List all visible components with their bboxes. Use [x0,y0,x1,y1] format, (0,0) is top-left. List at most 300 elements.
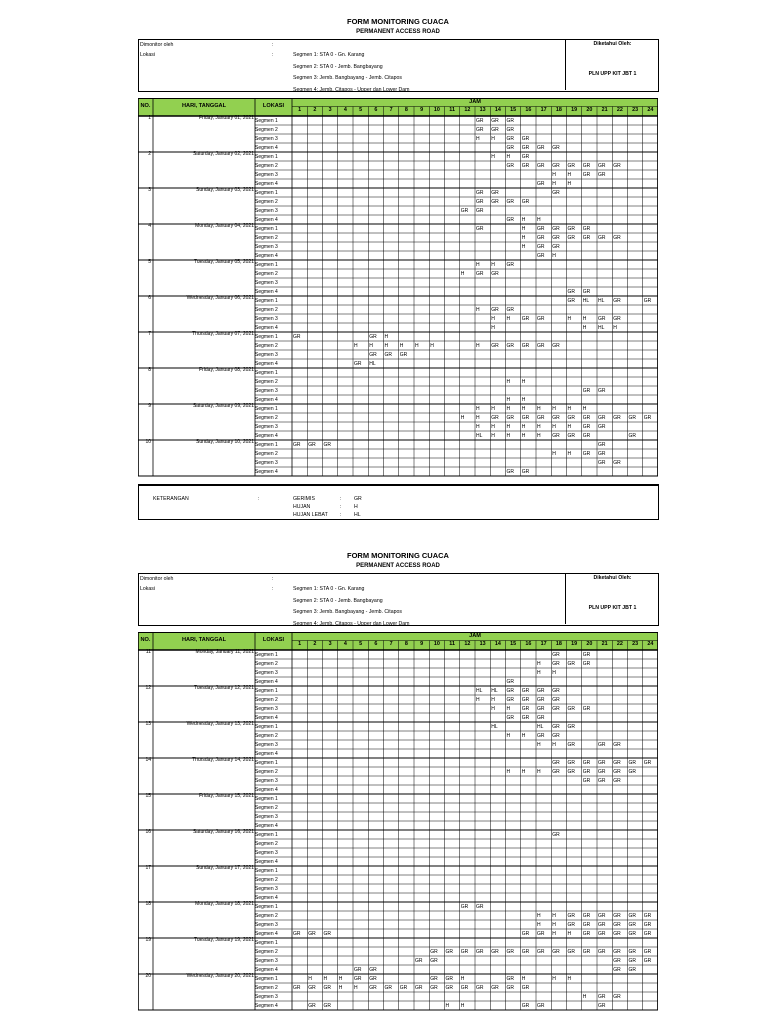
weather-code: GR [354,966,362,973]
weather-code: H [567,315,572,322]
weather-code: GR [445,948,453,955]
weather-code: GR [506,984,514,991]
weather-code: H [506,432,511,439]
weather-code: GR [628,432,636,439]
weather-code: GR [582,225,591,232]
segment-label: Segmen 4 [255,144,278,151]
weather-code: GR [476,903,484,910]
weather-code: GR [567,759,575,766]
weather-code: GR [521,135,530,142]
weather-code: GR [613,921,621,928]
column-header-day-date: HARI, TANGGAL [181,103,227,109]
colon: : [340,496,342,502]
weather-code: GR [293,984,301,991]
segment-label: Segmen 4 [255,714,278,721]
day-date: Monday, January 11, 2021 [195,649,254,655]
weather-code: GR [491,189,499,196]
hour-header: 7 [389,641,393,647]
location-label: Lokasi [140,52,155,58]
weather-code: H [506,405,511,412]
weather-code: H [521,234,526,241]
weather-code: GR [582,705,591,712]
hour-header: 11 [449,641,455,647]
weather-code: GR [552,342,560,349]
day-number: 12 [145,685,151,691]
segment-label: Segmen 1 [255,117,278,124]
segment-label: Segmen 4 [255,180,278,187]
segment-label: Segmen 1 [255,687,278,694]
segment-label: Segmen 4 [255,678,278,685]
approval-box [565,574,659,624]
segment-description: Segmen 4: Jemb. Citapos - Upper dan Lower Dam [293,86,410,93]
weather-code: GR [476,198,484,205]
weather-code: H [567,180,572,187]
column-header-location: LOKASI [262,103,285,109]
day-date: Saturday, January 02, 2021 [192,151,254,157]
weather-code: GR [521,705,530,712]
weather-code: GR [506,126,514,133]
weather-code: GR [521,342,530,349]
weather-code: GR [582,759,591,766]
weather-code: H [399,342,404,349]
day-number: 16 [145,829,151,835]
segment-label: Segmen 1 [255,759,278,766]
hour-header: 9 [420,641,424,647]
weather-code: GR [628,948,636,955]
column-header-location: LOKASI [262,637,285,643]
weather-code: GR [369,351,377,358]
hour-header: 19 [571,107,578,113]
weather-code: H [552,930,556,937]
form-title: FORM MONITORING CUACA [347,17,449,26]
weather-code: H [537,669,541,676]
day-date: Sunday, January 17, 2021 [195,865,254,871]
weather-code: GR [521,984,530,991]
weather-code: GR [552,660,560,667]
weather-code: GR [643,948,652,955]
weather-code: H [308,975,312,982]
segment-label: Segmen 3 [255,669,278,676]
weather-code: GR [506,144,514,151]
segment-description: Segmen 3: Jemb. Bangbayang - Jemb. Citapos [293,609,402,615]
form-subtitle: PERMANENT ACCESS ROAD [356,563,440,569]
hour-header: 3 [328,107,332,113]
weather-code: GR [613,162,621,169]
day-date: Tuesday, January 12, 2021 [193,685,254,691]
weather-code: GR [430,984,438,991]
weather-code: GR [598,777,606,784]
hour-header: 16 [525,641,532,647]
day-date: Thursday, January 14, 2021 [192,757,254,763]
weather-code: GR [582,912,591,919]
weather-code: H [552,921,556,928]
weather-code: GR [537,225,545,232]
weather-code: GR [323,1002,331,1009]
weather-code: H [582,993,587,1000]
segment-label: Segmen 3 [255,351,278,358]
weather-code: GR [567,234,575,241]
day-date: Sunday, January 03, 2021 [195,187,254,193]
weather-code: GR [369,966,377,973]
weather-code: GR [476,126,484,133]
segment-label: Segmen 3 [255,741,278,748]
weather-code: GR [537,342,545,349]
segment-label: Segmen 1 [255,405,278,412]
weather-code: GR [552,732,560,739]
weather-code: GR [506,306,514,313]
day-number: 20 [145,973,151,979]
weather-code: GR [521,687,530,694]
segment-label: Segmen 2 [255,768,278,775]
segment-label: Segmen 2 [255,948,278,955]
weather-code: H [445,1002,450,1009]
weather-code: H [521,405,526,412]
weather-code: GR [506,216,514,223]
weather-code: H [521,216,526,223]
weather-table [138,98,658,484]
weather-code: GR [415,984,423,991]
segment-label: Segmen 3 [255,849,278,856]
weather-code: GR [354,975,362,982]
weather-code: GR [537,714,545,721]
weather-code: H [384,333,389,340]
weather-code: GR [537,930,545,937]
weather-code: GR [552,234,560,241]
weather-code: GR [598,441,606,448]
weather-code: H [537,912,541,919]
weather-code: H [552,741,556,748]
weather-code: GR [582,234,591,241]
weather-code: H [491,405,495,412]
segment-label: Segmen 4 [255,894,278,901]
hour-header: 22 [616,641,623,647]
hour-header: 19 [571,641,578,647]
hour-header: 20 [586,641,593,647]
weather-code: GR [567,741,575,748]
segment-label: Segmen 1 [255,261,278,268]
weather-code: GR [491,306,499,313]
weather-code: H [582,405,587,412]
weather-code: GR [598,1002,606,1009]
hour-header: 1 [298,107,302,113]
hour-header: 17 [540,641,547,647]
location-label: Lokasi [140,586,155,592]
segment-description: Segmen 4: Jemb. Citapos - Upper dan Lower Dam [293,620,410,627]
weather-code: GR [552,768,560,775]
form-title: FORM MONITORING CUACA [347,551,449,560]
hour-header: 3 [328,641,332,647]
weather-code: GR [399,351,408,358]
segment-description: Segmen 3: Jemb. Bangbayang - Jemb. Citapos [293,75,402,81]
segment-label: Segmen 3 [255,171,278,178]
weather-code: H [506,153,511,160]
segment-description: Segmen 2: STA 0 - Jemb. Bangbayang [293,597,383,604]
weather-code: GR [552,162,560,169]
weather-code: GR [613,930,621,937]
weather-code: GR [567,660,575,667]
weather-code: H [491,696,495,703]
weather-code: GR [506,714,514,721]
segment-label: Segmen 2 [255,270,278,277]
weather-code: GR [384,351,392,358]
day-date: Tuesday, January 19, 2021 [193,937,254,943]
weather-code: GR [643,930,652,937]
hour-header: 5 [359,107,363,113]
weather-code: GR [506,687,514,694]
legend-item-name: GERIMIS [293,496,315,502]
weather-code: GR [506,948,514,955]
weather-code: GR [506,678,514,685]
weather-code: H [369,342,373,349]
weather-code: GR [598,459,606,466]
colon: : [258,496,260,502]
weather-code: H [567,405,572,412]
weather-code: H [521,432,526,439]
segment-label: Segmen 4 [255,966,278,973]
weather-code: H [567,171,572,178]
segment-label: Segmen 3 [255,885,278,892]
segment-label: Segmen 2 [255,840,278,847]
weather-code: GR [613,297,621,304]
segment-label: Segmen 1 [255,189,278,196]
segment-label: Segmen 2 [255,234,278,241]
weather-code: H [476,261,480,268]
legend-item-code: H [354,504,358,510]
weather-code: H [552,450,556,457]
weather-code: GR [293,333,301,340]
weather-code: GR [506,468,514,475]
weather-code: H [567,975,572,982]
weather-code: H [567,423,572,430]
weather-code: GR [628,930,636,937]
column-header-no: NO. [140,103,151,109]
weather-code: H [537,423,541,430]
hour-header: 18 [555,107,562,113]
hour-header: 24 [647,641,654,647]
weather-code: GR [567,225,575,232]
weather-code: HL [537,723,544,730]
day-number: 19 [145,937,151,943]
weather-code: GR [506,414,514,421]
day-date: Friday, January 08, 2021 [199,367,254,373]
segment-label: Segmen 2 [255,162,278,169]
form-header-box [138,39,659,92]
segment-label: Segmen 1 [255,153,278,160]
weather-code: H [537,660,541,667]
segment-description: Segmen 1: STA 0 - Gn. Karang [293,52,365,58]
hour-header: 9 [420,107,424,113]
segment-label: Segmen 2 [255,660,278,667]
hour-header: 20 [586,107,593,113]
weather-code: GR [491,270,499,277]
hour-header: 21 [601,641,608,647]
segment-label: Segmen 1 [255,723,278,730]
weather-code: GR [613,777,621,784]
approver-name: PLN UPP KIT JBT 1 [588,605,637,611]
weather-code: GR [430,948,438,955]
hour-header: 14 [494,641,501,647]
segment-label: Segmen 1 [255,939,278,946]
weather-code: GR [506,975,514,982]
form-subtitle: PERMANENT ACCESS ROAD [356,29,440,35]
weather-code: HL [476,432,483,439]
weather-code: GR [506,261,514,268]
weather-code: H [537,405,541,412]
weather-code: H [476,423,480,430]
segment-label: Segmen 3 [255,993,278,1000]
weather-code: GR [613,741,621,748]
weather-code: H [567,450,572,457]
legend-label: KETERANGAN [153,496,189,502]
weather-code: GR [476,189,484,196]
weather-code: H [521,768,526,775]
weather-code: GR [567,288,575,295]
weather-code: H [506,396,511,403]
weather-code: GR [506,696,514,703]
weather-code: GR [613,234,621,241]
weather-code: H [537,921,541,928]
segment-label: Segmen 3 [255,207,278,214]
weather-code: GR [445,984,453,991]
weather-code: GR [537,1002,545,1009]
weather-code: H [552,171,556,178]
form-header-box [138,573,659,626]
day-date: Saturday, January 16, 2021 [192,829,254,835]
segment-label: Segmen 4 [255,468,278,475]
segment-label: Segmen 1 [255,333,278,340]
weather-code: GR [628,912,636,919]
weather-code: GR [552,144,560,151]
segment-label: Segmen 3 [255,387,278,394]
hour-header: 12 [464,641,471,647]
weather-code: GR [460,984,469,991]
day-number: 11 [145,649,151,655]
weather-code: GR [537,252,545,259]
weather-code: GR [506,162,514,169]
weather-code: GR [582,423,591,430]
weather-code: GR [460,207,469,214]
weather-code: GR [567,705,575,712]
weather-code: GR [598,948,606,955]
weather-code: H [552,669,556,676]
hour-header: 6 [374,641,378,647]
colon: : [272,576,274,582]
weather-code: GR [582,777,591,784]
segment-label: Segmen 2 [255,306,278,313]
day-date: Saturday, January 09, 2021 [192,403,254,409]
segment-label: Segmen 4 [255,930,278,937]
weather-code: GR [537,234,545,241]
weather-code: GR [308,1002,316,1009]
weather-code: GR [476,984,484,991]
segment-label: Segmen 4 [255,216,278,223]
weather-code: H [491,705,495,712]
colon: : [340,512,342,518]
weather-code: GR [613,768,621,775]
weather-code: H [476,342,480,349]
hour-header: 16 [525,107,532,113]
weather-code: GR [552,705,560,712]
weather-code: GR [598,930,606,937]
column-header-no: NO. [140,637,151,643]
weather-code: H [460,270,465,277]
weather-code: H [552,975,556,982]
weather-code: H [460,414,465,421]
hour-header: 22 [616,107,623,113]
segment-label: Segmen 2 [255,126,278,133]
hour-header: 11 [449,107,455,113]
segment-label: Segmen 1 [255,795,278,802]
weather-code: HL [491,687,498,694]
weather-code: GR [598,234,606,241]
weather-code: H [537,741,541,748]
weather-code: GR [537,948,545,955]
weather-code: GR [521,948,530,955]
hour-header: 12 [464,107,471,113]
day-number: 6 [148,295,151,301]
weather-code: HL [598,297,605,304]
weather-code: H [491,432,495,439]
day-date: Monday, January 18, 2021 [195,901,254,907]
weather-code: GR [628,759,636,766]
weather-code: H [354,984,358,991]
segment-label: Segmen 2 [255,912,278,919]
segment-label: Segmen 3 [255,921,278,928]
weather-code: GR [582,921,591,928]
colon: : [272,586,274,592]
weather-code: GR [506,342,514,349]
column-header-hours: JAM [469,99,481,105]
hour-header: 8 [404,641,408,647]
weather-code: H [476,696,480,703]
weather-code: GR [613,459,621,466]
weather-code: HL [369,360,376,367]
weather-code: GR [628,768,636,775]
weather-code: GR [308,930,316,937]
weather-code: H [506,315,511,322]
weather-code: GR [323,930,331,937]
approved-by-label: Diketahui Oleh: [593,41,632,47]
weather-code: H [476,405,480,412]
weather-code: H [552,180,556,187]
weather-code: GR [460,903,469,910]
hour-header: 2 [313,641,317,647]
weather-code: GR [293,930,301,937]
segment-label: Segmen 1 [255,651,278,658]
hour-header: 4 [343,107,347,113]
weather-code: GR [537,162,545,169]
monitored-by-label: Dimonitor oleh [140,576,174,582]
weather-code: GR [598,912,606,919]
weather-code: H [506,378,511,385]
weather-code: H [506,705,511,712]
weather-code: GR [384,984,392,991]
segment-label: Segmen 4 [255,360,278,367]
weather-code: GR [369,975,377,982]
day-number: 5 [148,259,151,265]
monitored-by-label: Dimonitor oleh [140,42,174,48]
weather-code: GR [552,189,560,196]
weather-code: GR [521,930,530,937]
approver-name: PLN UPP KIT JBT 1 [588,71,637,77]
weather-code: GR [308,441,316,448]
segment-label: Segmen 4 [255,786,278,793]
weather-code: GR [643,921,652,928]
segment-label: Segmen 3 [255,279,278,286]
weather-code: GR [552,759,560,766]
weather-code: H [506,768,511,775]
weather-code: GR [537,180,545,187]
